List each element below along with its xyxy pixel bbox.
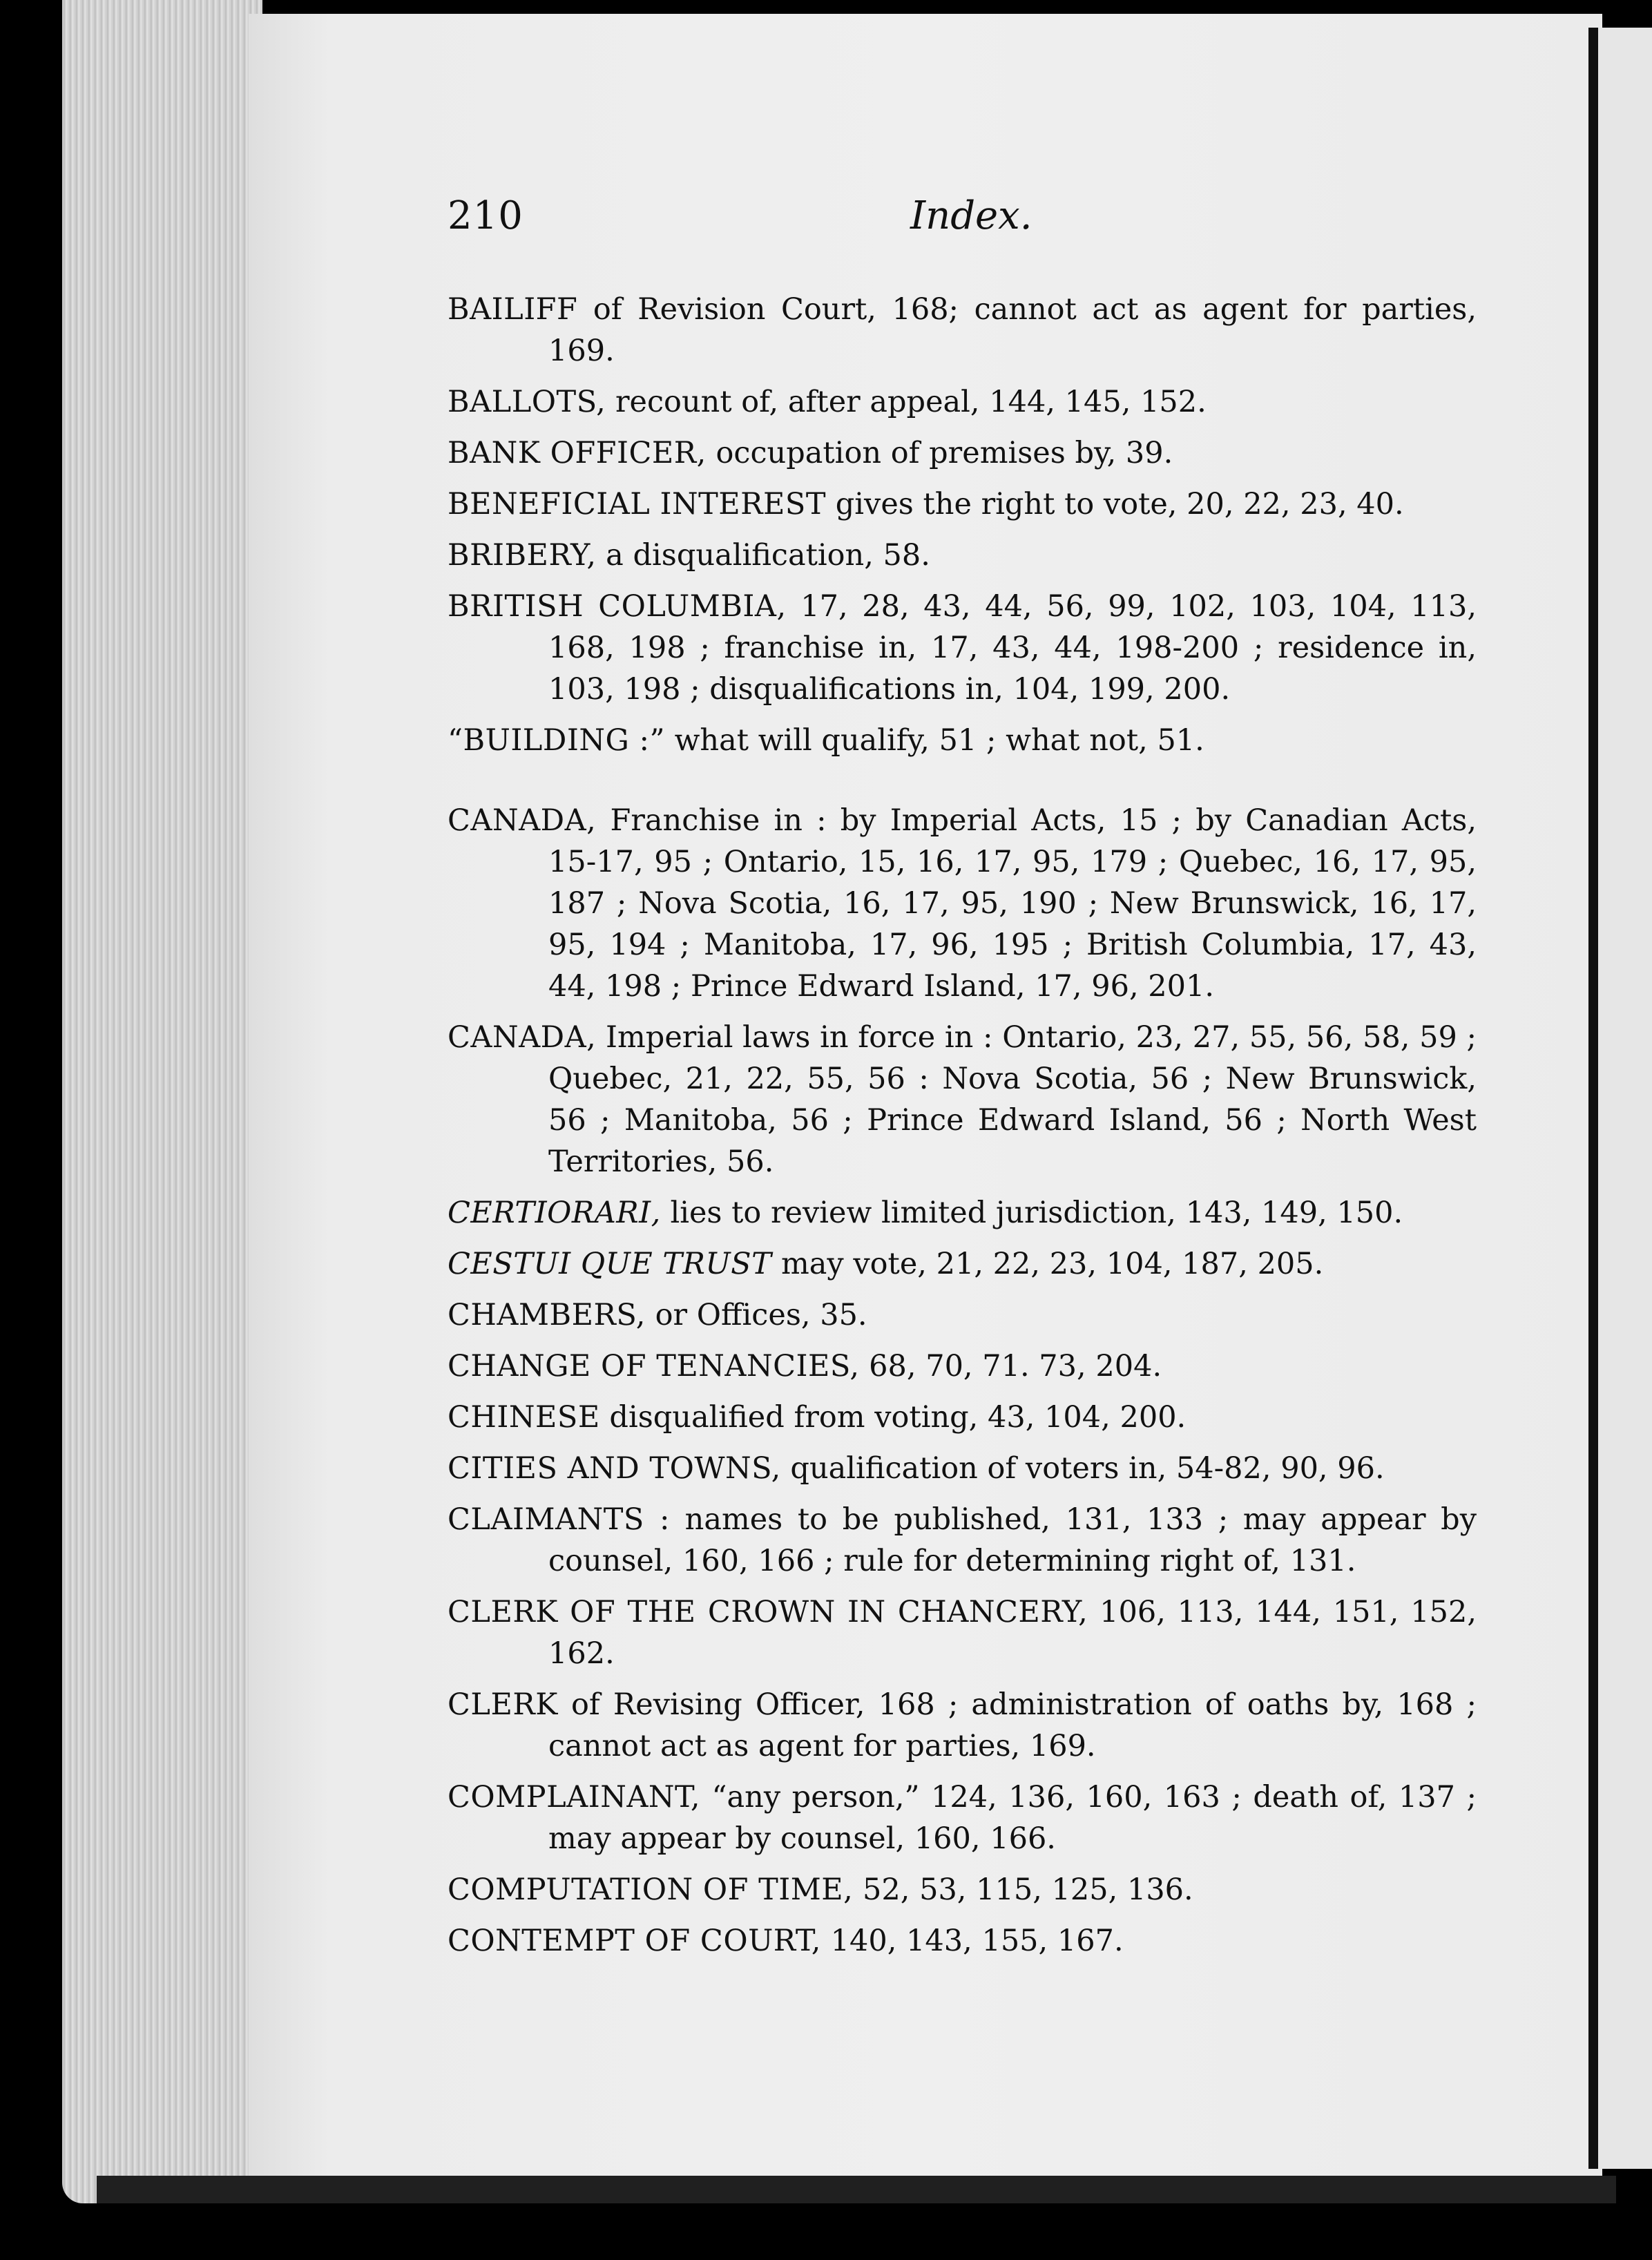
index-entry-cestui-que-trust [448, 1243, 1477, 1285]
index-entry-change-of-tenancies [448, 1346, 1477, 1387]
entry-headword: CLERK OF THE CROWN IN CHANCERY, [448, 1595, 1088, 1629]
index-entry-bank-officer [448, 432, 1477, 474]
entry-text: 106, 113, 144, 151, 152, 162. [548, 1595, 1477, 1671]
index-entry-contempt-of-court [448, 1920, 1477, 1962]
index-entry-british-columbia [448, 586, 1477, 710]
entry-text: occupation of premises by, 39. [706, 436, 1173, 470]
entry-headword: BAILIFF [448, 292, 578, 327]
entry-headword: BENEFICIAL INTEREST [448, 487, 827, 521]
index-entry-computation-of-time [448, 1869, 1477, 1911]
page-number: 210 [448, 193, 524, 238]
index-entry-bribery [448, 535, 1477, 576]
entry-headword: CANADA, [448, 803, 597, 838]
entry-text: disqualified from voting, 43, 104, 200. [599, 1400, 1187, 1435]
entry-text: lies to review limited jurisdiction, 143, 149, 150. [660, 1196, 1403, 1230]
entry-headword: CHAMBERS, [448, 1298, 646, 1332]
entry-text: 68, 70, 71. 73, 204. [859, 1349, 1162, 1383]
index-entries [448, 289, 1477, 1971]
entry-text: may vote, 21, 22, 23, 104, 187, 205. [771, 1247, 1324, 1281]
entry-text: “any person,” 124, 136, 160, 163 ; death of, 137 ; may appear by counsel, 160, 166. [548, 1780, 1477, 1856]
entry-headword: CLERK [448, 1687, 558, 1722]
entry-headword: BANK OFFICER, [448, 436, 707, 470]
index-entry-certiorari [448, 1192, 1477, 1234]
bottom-shadow [97, 2176, 1616, 2203]
entry-headword: CANADA, [448, 1020, 597, 1055]
index-entry-clerk-of-the-crown [448, 1591, 1477, 1674]
entry-text: 140, 143, 155, 167. [820, 1924, 1124, 1958]
entry-headword: “BUILDING :” [448, 723, 665, 758]
running-head [448, 193, 1477, 249]
page-edges [62, 0, 262, 2203]
index-entry-canada-imperial-laws [448, 1017, 1477, 1182]
entry-text: or Offices, 35. [645, 1298, 867, 1332]
entry-headword: BRIBERY, [448, 538, 597, 573]
index-entry-building [448, 720, 1477, 761]
index-entry-chambers [448, 1294, 1477, 1336]
entry-text: of Revising Officer, 168 ; administration of oaths by, 168 ; cannot act as agent for parties, 169. [548, 1687, 1477, 1763]
entry-headword: CHANGE OF TENANCIES, [448, 1349, 860, 1383]
entry-headword: BRITISH COLUMBIA, [448, 589, 787, 624]
index-entry-ballots [448, 381, 1477, 423]
entry-text: qualification of voters in, 54-82, 90, 96. [780, 1451, 1385, 1486]
entry-headword: CONTEMPT OF COURT, [448, 1924, 821, 1958]
index-entry-chinese [448, 1397, 1477, 1438]
entry-headword: BALLOTS, [448, 385, 606, 419]
entry-text: a disqualification, 58. [596, 538, 930, 573]
facing-page-edge [1588, 28, 1652, 2169]
index-entry-complainant [448, 1777, 1477, 1859]
entry-text: Imperial laws in force in : Ontario, 23, 27, 55, 56, 58, 59 ; Quebec, 21, 22, 55, 56 : Nova Scotia, 56 ; New Brunswick, 56 ; Manitoba, 56 ; Prince Edward Island, 56 ; North West Territories, 56. [548, 1020, 1477, 1179]
entry-headword: CITIES AND TOWNS, [448, 1451, 781, 1486]
index-entry-canada-franchise [448, 800, 1477, 1007]
entry-headword: CHINESE [448, 1400, 600, 1435]
running-title: Index. [910, 193, 1032, 238]
entry-text: Franchise in : by Imperial Acts, 15 ; by Canadian Acts, 15-17, 95 ; Ontario, 15, 16, 17, 95, 179 ; Quebec, 16, 17, 95, 187 ; Nova Scotia, 16, 17, 95, 190 ; New Brunswick, 16, 17, 95, 194 ; Manitoba, 17, 96, 195 ; British Columbia, 17, 43, 44, 198 ; Prince Edward Island, 17, 96, 201. [548, 803, 1477, 1004]
index-entry-claimants [448, 1499, 1477, 1582]
entry-text: names to be published, 131, 133 ; may appear by counsel, 160, 166 ; rule for determining right of, 131. [548, 1502, 1477, 1578]
index-entry-bailiff [448, 289, 1477, 372]
entry-text: 17, 28, 43, 44, 56, 99, 102, 103, 104, 113, 168, 198 ; franchise in, 17, 43, 44, 198-200 ; residence in, 103, 198 ; disqualifications in, 104, 199, 200. [548, 589, 1477, 707]
entry-headword: COMPUTATION OF TIME, [448, 1873, 854, 1907]
entry-text: what will qualify, 51 ; what not, 51. [664, 723, 1204, 758]
entry-headword: COMPLAINANT, [448, 1780, 701, 1814]
index-entry-clerk [448, 1684, 1477, 1767]
entry-headword: CERTIORARI, [448, 1196, 661, 1230]
entry-headword: CESTUI QUE TRUST [448, 1247, 772, 1281]
index-entry-beneficial-interest [448, 483, 1477, 525]
entry-text: recount of, after appeal, 144, 145, 152. [606, 385, 1207, 419]
index-entry-cities-and-towns [448, 1448, 1477, 1489]
entry-text: gives the right to vote, 20, 22, 23, 40. [826, 487, 1404, 521]
entry-headword: CLAIMANTS : [448, 1502, 670, 1537]
entry-text: 52, 53, 115, 125, 136. [853, 1873, 1193, 1907]
entry-text: of Revision Court, 168; cannot act as agent for parties, 169. [548, 292, 1477, 368]
